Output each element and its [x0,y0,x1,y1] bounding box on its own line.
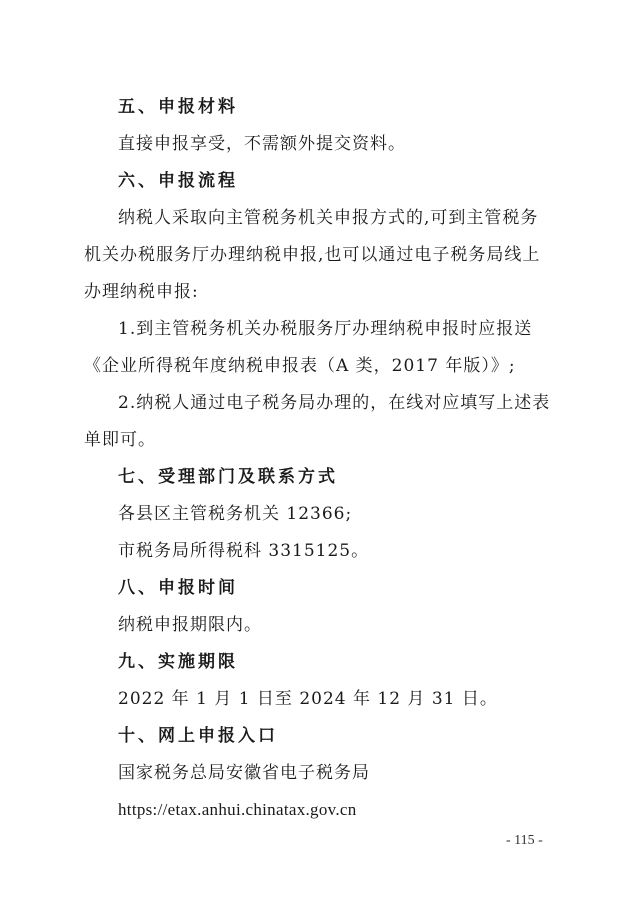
paragraph-line: 办理纳税申报: [84,282,199,302]
section-heading-implementation-period: 九、实施期限 [118,652,238,672]
section-heading-application-process: 六、申报流程 [118,171,238,191]
date-range-line: 2022 年 1 月 1 日至 2024 年 12 月 31 日。 [118,689,498,709]
paragraph-line: 纳税申报期限内。 [118,615,262,635]
paragraph-line: 纳税人采取向主管税务机关申报方式的,可到主管税务 [118,208,539,228]
paragraph-line: 1.到主管税务机关办税服务厅办理纳税申报时应报送 [118,319,533,339]
section-heading-application-time: 八、申报时间 [118,578,238,598]
contact-line: 各县区主管税务机关 12366; [118,504,353,524]
portal-name: 国家税务总局安徽省电子税务局 [118,763,370,783]
section-heading-application-materials: 五、申报材料 [118,97,238,117]
portal-url: https://etax.anhui.chinatax.gov.cn [118,800,357,819]
paragraph-line: 2.纳税人通过电子税务局办理的，在线对应填写上述表 [118,393,551,413]
contact-line: 市税务局所得税科 3315125。 [118,541,370,561]
page-number: - 115 - [506,833,543,848]
paragraph-line: 直接申报享受，不需额外提交资料。 [118,134,406,154]
paragraph-line: 机关办税服务厅办理纳税申报,也可以通过电子税务局线上 [84,245,541,265]
section-heading-online-entry: 十、网上申报入口 [118,726,278,746]
section-heading-department-contact: 七、受理部门及联系方式 [118,467,338,487]
paragraph-line: 单即可。 [84,430,156,450]
paragraph-line: 《企业所得税年度纳税申报表（A 类，2017 年版）》; [84,356,516,376]
